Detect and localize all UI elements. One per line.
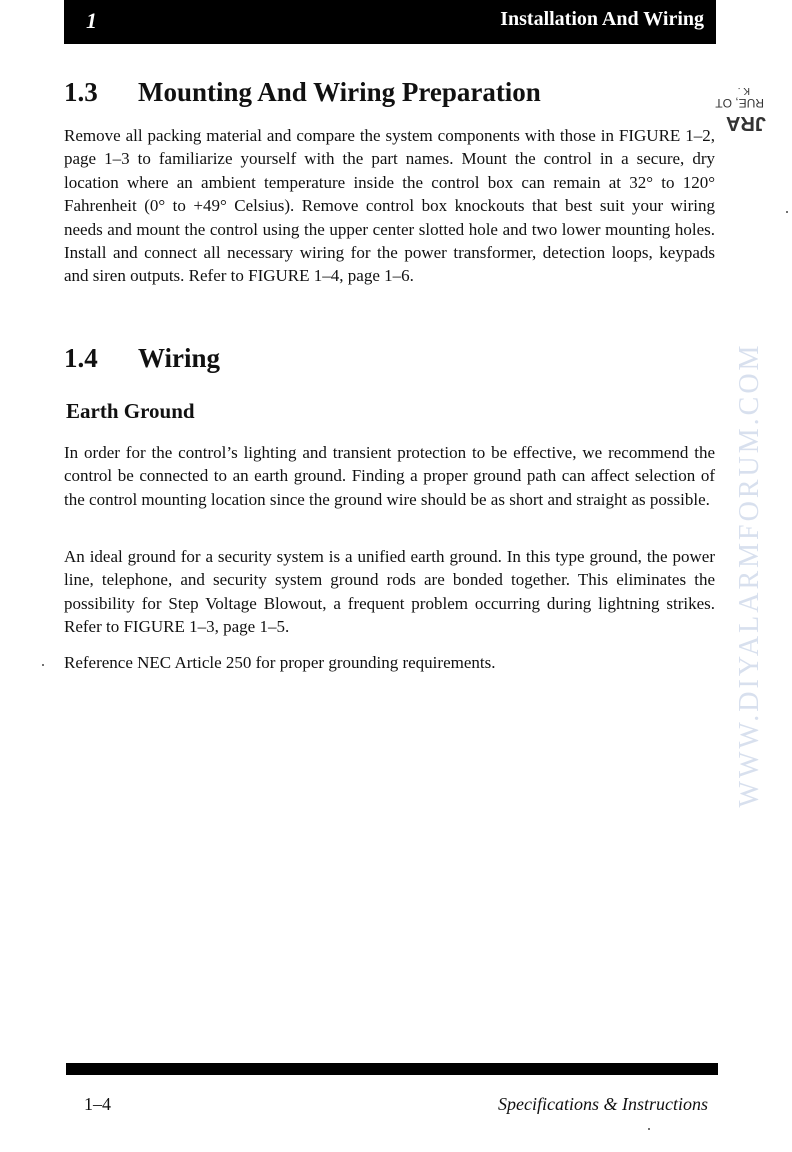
corner-mark-line3: K . [737, 85, 750, 96]
footer-title: Specifications & Instructions [498, 1094, 708, 1114]
paragraph-earth-ground-2: An ideal ground for a security system is a unified earth ground. In this type ground, the power line, telephone, and security system ground rods are bonded together. This eliminates the possibility for Step Voltage Blowout, a frequent problem occurring during lightning strikes. Refer to FIGURE 1–3, page 1–5. [64, 547, 715, 637]
section-title: Mounting And Wiring Preparation [138, 77, 541, 107]
stray-mark [786, 211, 788, 213]
header-bar [64, 0, 716, 44]
stray-mark [42, 664, 44, 666]
corner-mark-line1: JRA [725, 112, 766, 134]
chapter-number: 1 [86, 8, 97, 33]
chapter-title: Installation And Wiring [500, 8, 704, 30]
section-title: Wiring [138, 343, 221, 373]
subheading-earth-ground: Earth Ground [66, 399, 195, 423]
page-number: 1–4 [84, 1094, 111, 1114]
section-number: 1.4 [64, 343, 98, 373]
paragraph-earth-ground-3: Reference NEC Article 250 for proper grounding requirements. [64, 653, 496, 672]
paragraph-mounting: Remove all packing material and compare the system components with those in FIGURE 1–2, page 1–3 to familiarize yourself with the part names. Mount the control in a secure, dry location where an ambient temperature inside the control box can remain at 32° to 120° Fahrenheit (0° to +49° Celsius). Remove control box knockouts that best suit your wiring needs and mount the control using the upper center slotted hole and two lower mounting holes. Install and connect all necessary wiring for the power transformer, detection loops, keypads and siren outputs. Refer to FIGURE 1–4, page 1–6. [64, 126, 715, 286]
section-heading-1-4 [64, 343, 220, 374]
paragraph-earth-ground-1: In order for the control’s lighting and transient protection to be effective, we recommend the control be connected to an earth ground. Finding a proper ground path can affect selection of the control mounting location since the ground wire should be as short and straight as possible. [64, 443, 715, 509]
footer-rule [66, 1063, 718, 1075]
watermark: WWW.DIYALARMFORUM.COM [734, 342, 765, 808]
section-number: 1.3 [64, 77, 98, 107]
stray-mark [648, 1128, 650, 1130]
corner-mark-line2: RUE, OT [715, 96, 764, 110]
section-heading-1-3 [64, 77, 541, 108]
